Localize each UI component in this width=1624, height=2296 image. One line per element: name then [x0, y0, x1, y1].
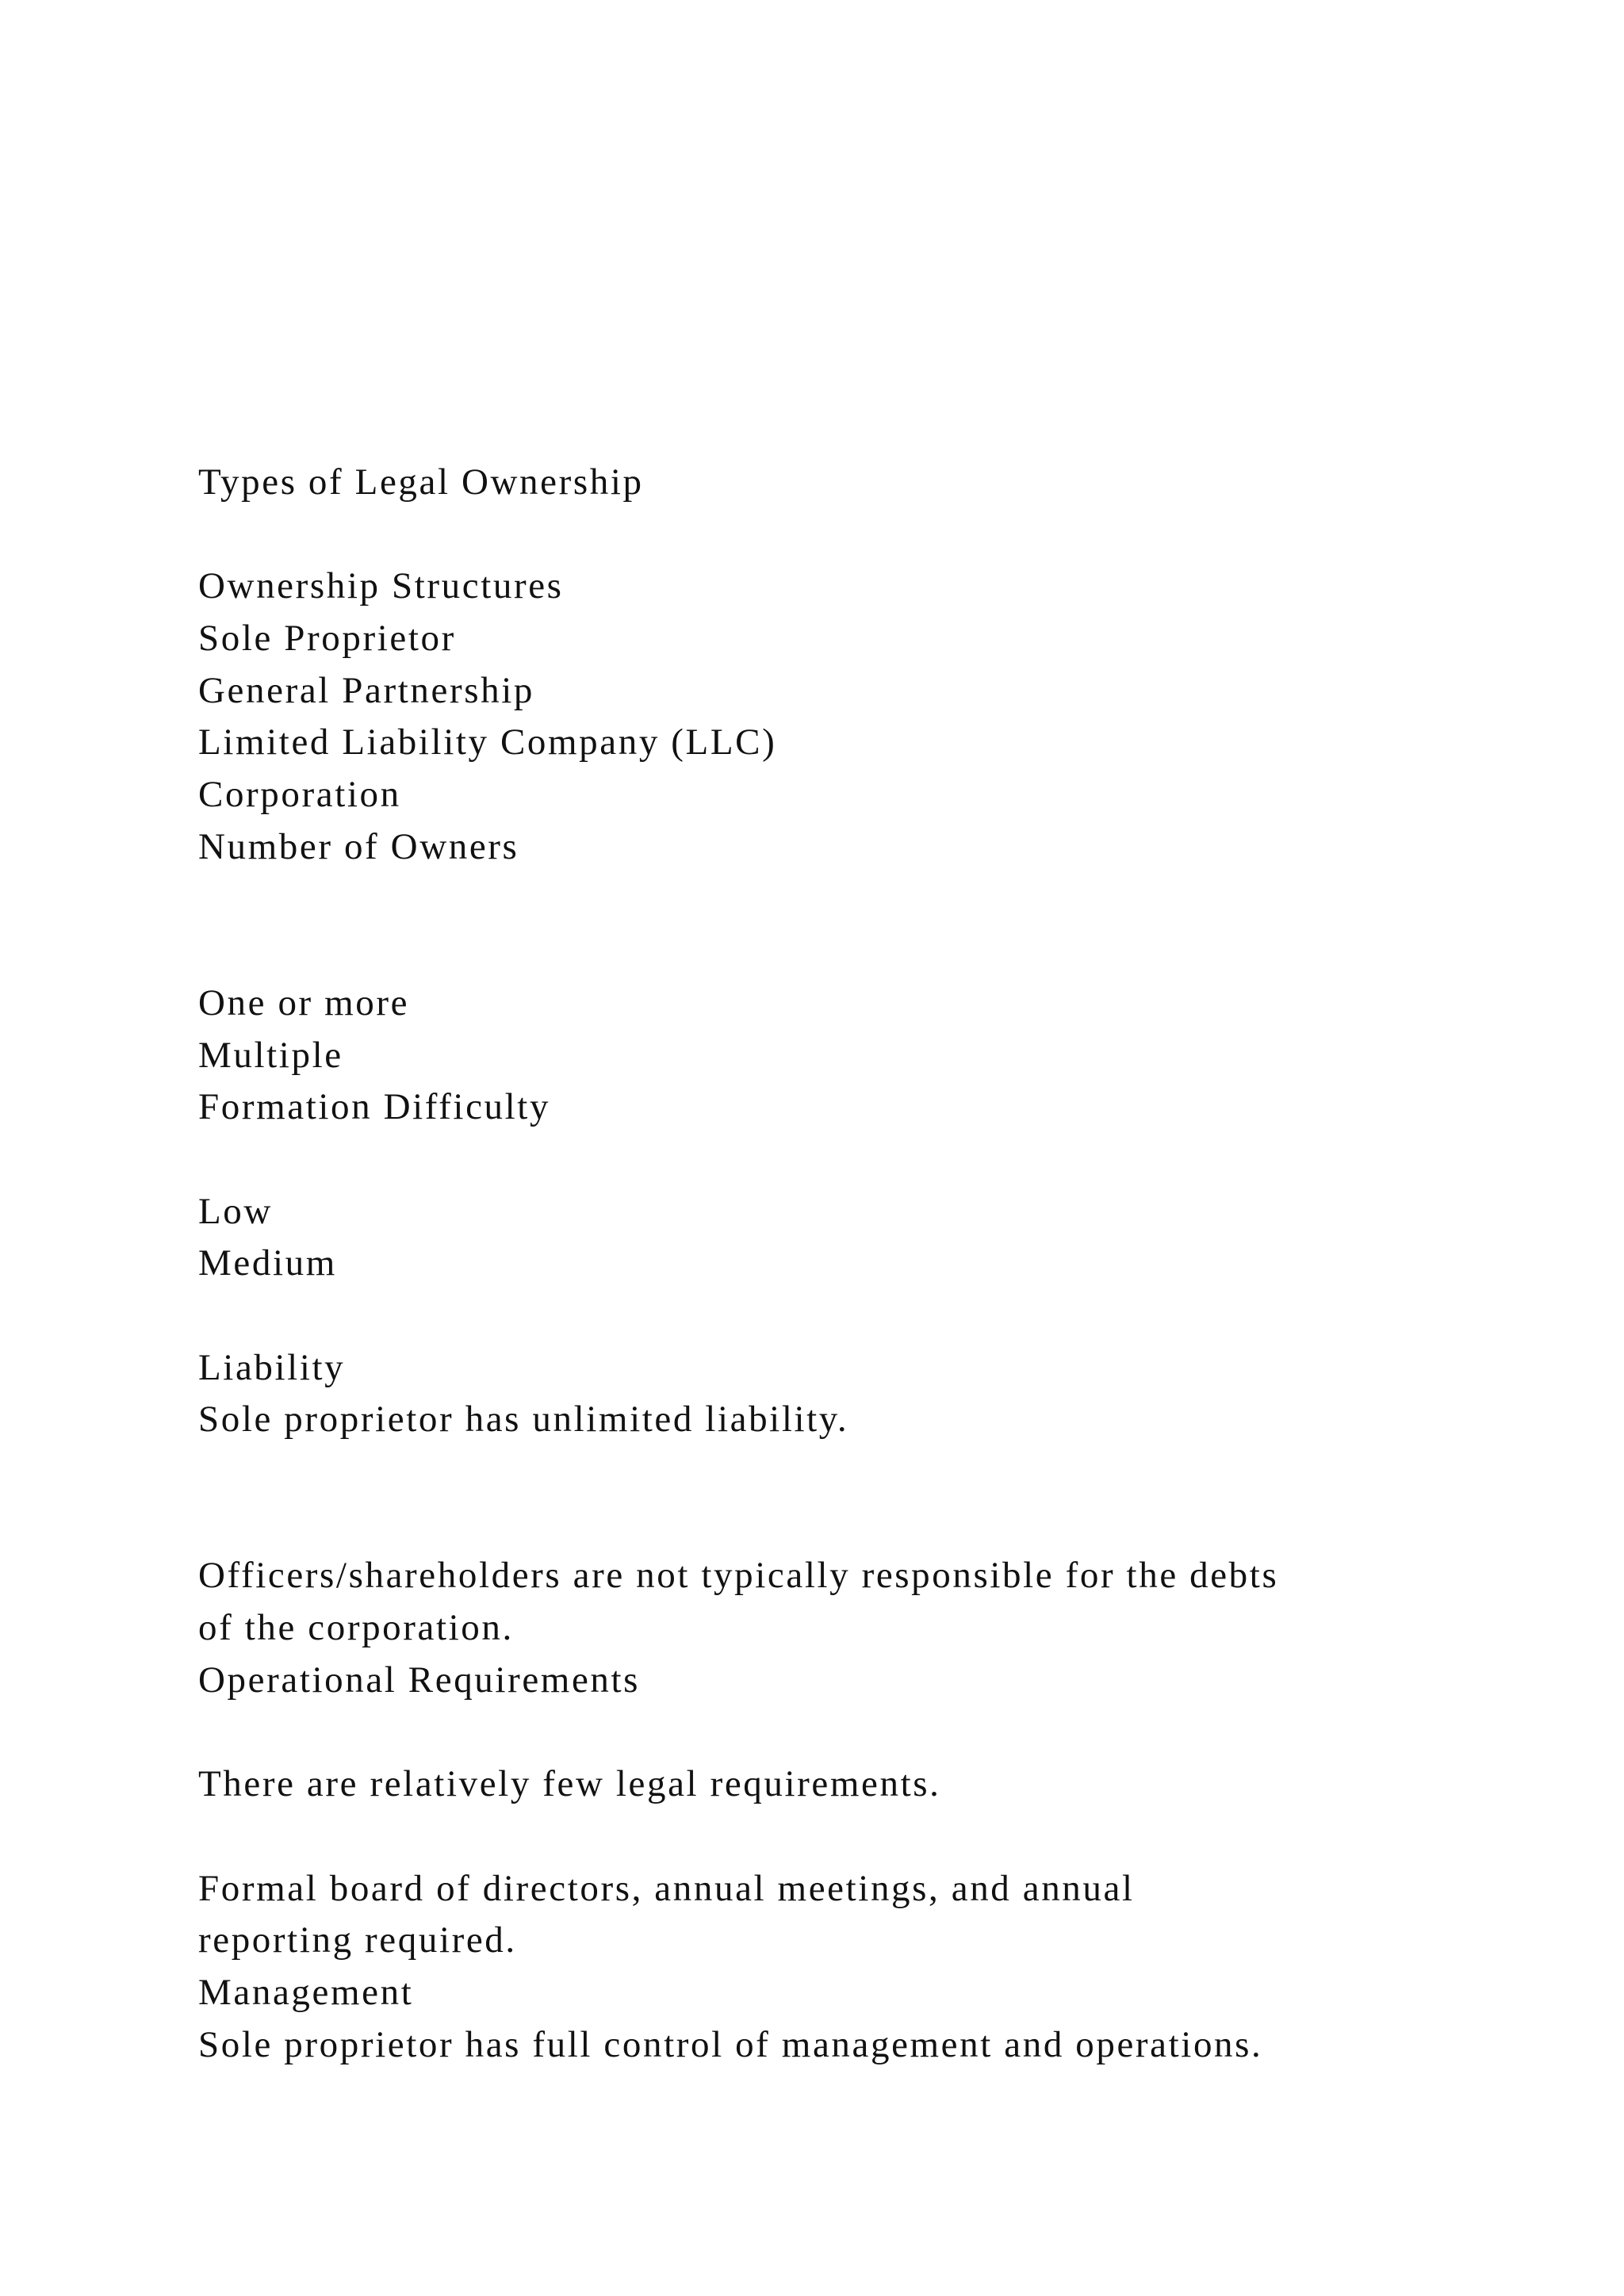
section-heading-operational-requirements: Operational Requirements	[198, 1659, 641, 1701]
blank-line	[198, 1290, 1435, 1342]
section-heading-management: Management	[198, 1971, 414, 2013]
blank-line	[198, 1707, 1435, 1759]
section-heading-number-of-owners: Number of Owners	[198, 825, 519, 867]
body-text-line: Sole proprietor has full control of management and operations.	[198, 2023, 1263, 2065]
body-text-line: Low	[198, 1190, 273, 1232]
section-heading-liability: Liability	[198, 1346, 346, 1388]
structure-item: General Partnership	[198, 669, 534, 711]
body-text-line: Formal board of directors, annual meetings, and annual	[198, 1867, 1135, 1909]
structure-item: Limited Liability Company (LLC)	[198, 721, 777, 763]
blank-line	[198, 1498, 1435, 1551]
structure-item: Corporation	[198, 774, 401, 816]
blank-line	[198, 509, 1435, 561]
body-text-line: One or more	[198, 982, 410, 1024]
body-text-line: Officers/shareholders are not typically responsible for the debts	[198, 1555, 1279, 1597]
blank-line	[198, 1134, 1435, 1186]
blank-line	[198, 925, 1435, 978]
structure-item: Sole Proprietor	[198, 618, 456, 660]
body-text-line: reporting required.	[198, 1919, 517, 1961]
body-text-line: Multiple	[198, 1034, 343, 1076]
body-text-line: Medium	[198, 1242, 337, 1284]
document-body	[198, 457, 1435, 2071]
body-text-line: There are relatively few legal requirements.	[198, 1763, 941, 1805]
document-title: Types of Legal Ownership	[198, 461, 644, 503]
blank-line	[198, 1811, 1435, 1863]
section-heading-ownership-structures: Ownership Structures	[198, 565, 564, 607]
blank-line	[198, 1446, 1435, 1498]
body-text-line: of the corporation.	[198, 1607, 514, 1649]
section-heading-formation-difficulty: Formation Difficulty	[198, 1086, 551, 1128]
blank-line	[198, 874, 1435, 926]
body-text-line: Sole proprietor has unlimited liability.	[198, 1399, 849, 1441]
